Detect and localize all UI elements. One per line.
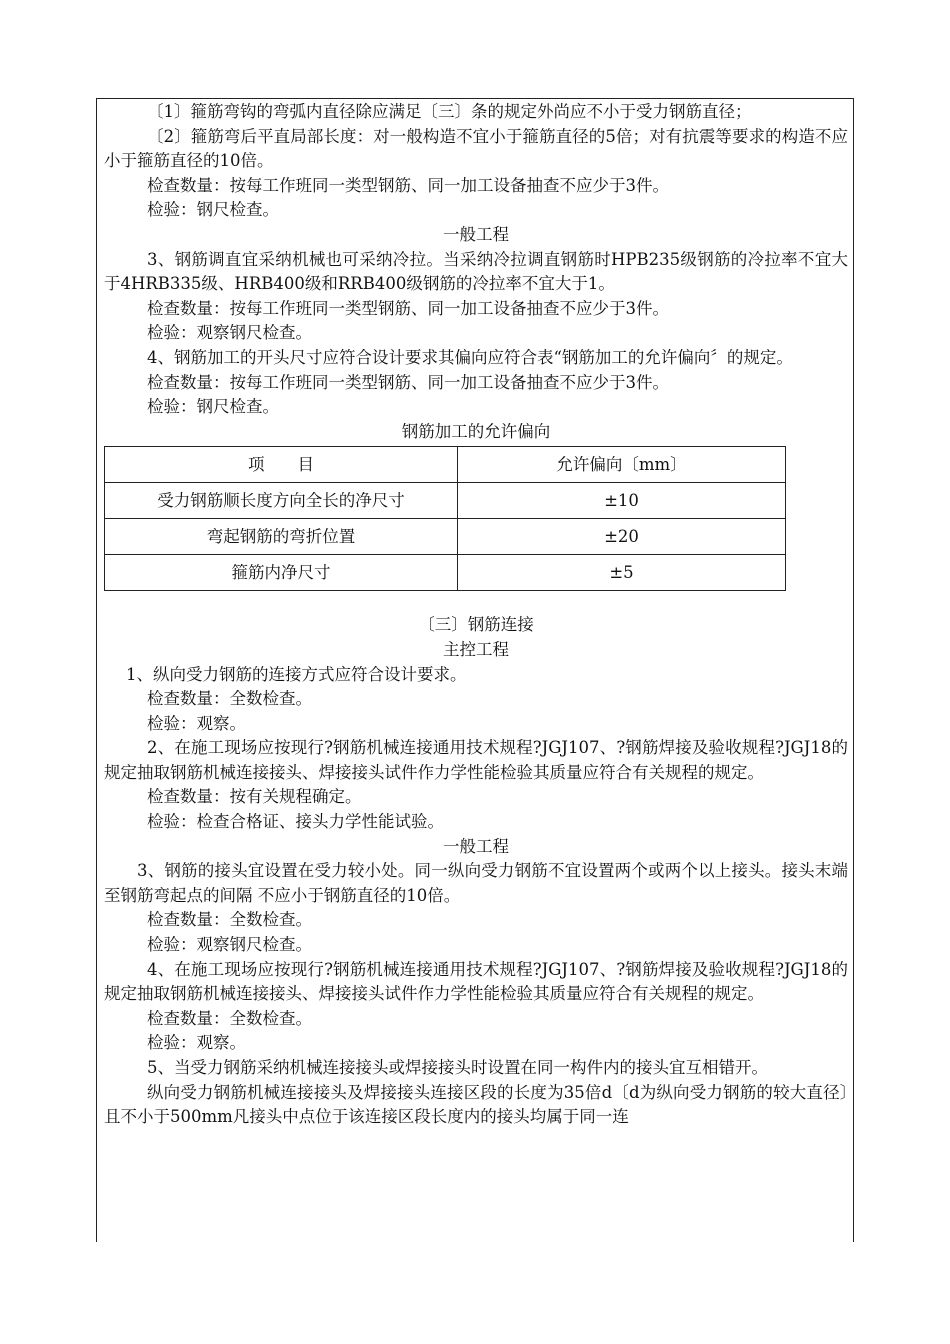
inspection-quantity: 检查数量：按有关规程确定。 — [147, 787, 362, 807]
section-title: 〔三〕钢筋连接 — [418, 615, 534, 635]
deviation-table — [104, 446, 786, 591]
row-value: ±10 — [458, 483, 786, 519]
clause-5: 5、当受力钢筋采纳机械连接接头或焊接接头时设置在同一构件内的接头宜互相错开。 — [147, 1058, 768, 1077]
inspection-method: 检验：观察钢尺检查。 — [147, 323, 312, 343]
inspection-method: 检验：钢尺检查。 — [147, 200, 279, 220]
table-row — [105, 483, 786, 519]
table-row — [105, 555, 786, 591]
header-item: 项 目 — [105, 447, 458, 483]
row-item: 箍筋内净尺寸 — [105, 555, 458, 591]
inspection-quantity: 检查数量：全数检查。 — [147, 689, 312, 709]
inspection-quantity: 检查数量：按每工作班同一类型钢筋、同一加工设备抽查不应少于3件。 — [147, 175, 669, 195]
row-value: ±5 — [458, 555, 786, 591]
inspection-quantity: 检查数量：全数检查。 — [147, 1008, 312, 1028]
inspection-quantity: 检查数量：按每工作班同一类型钢筋、同一加工设备抽查不应少于3件。 — [147, 372, 669, 392]
clause-2: 2、在施工现场应按现行?钢筋机械连接通用技术规程?JGJ107、?钢筋焊接及验收规程?JGJ18的规定抽取钢筋机械连接接头、焊接接头试件作力学性能检验其质量应符合有关规程的规定。 — [104, 738, 848, 782]
clause-3: 3、钢筋调直宜采纳机械也可采纳冷拉。当采纳冷拉调直钢筋时HPB235级钢筋的冷拉率不宜大于4HRB335级、HRB400级和RRB400级钢筋的冷拉率不宜大于1。 — [104, 249, 848, 294]
table-caption: 钢筋加工的允许偏向 — [401, 421, 551, 441]
row-item: 受力钢筋顺长度方向全长的净尺寸 — [105, 483, 458, 519]
table-row — [105, 519, 786, 555]
row-value: ±20 — [458, 519, 786, 555]
inspection-method: 检验：检查合格证、接头力学性能试验。 — [147, 812, 444, 832]
clause-3: 3、钢筋的接头宜设置在受力较小处。同一纵向受力钢筋不宜设置两个或两个以上接头。接头末端至钢筋弯起点的间隔 不应小于钢筋直径的10倍。 — [104, 861, 848, 905]
spacer — [104, 591, 848, 613]
section-heading-main: 主控工程 — [443, 639, 509, 659]
clause-4: 4、在施工现场应按现行?钢筋机械连接通用技术规程?JGJ107、?钢筋焊接及验收规程?JGJ18的规定抽取钢筋机械连接接头、焊接接头试件作力学性能检验其质量应符合有关规程的规定。 — [104, 959, 848, 1004]
inspection-method: 检验：钢尺检查。 — [147, 397, 279, 417]
table-header-row — [105, 447, 786, 483]
section-heading-general: 一般工程 — [443, 836, 509, 856]
inspection-quantity: 检查数量：按每工作班同一类型钢筋、同一加工设备抽查不应少于3件。 — [147, 298, 669, 318]
document-body — [104, 100, 848, 1130]
clause-5-detail: 纵向受力钢筋机械连接接头及焊接接头连接区段的长度为35倍d〔d为纵向受力钢筋的较大直径〕且不小于500mm凡接头中点位于该连接区段长度内的接头均属于同一连 — [104, 1082, 848, 1127]
inspection-method: 检验：观察钢尺检查。 — [147, 935, 312, 955]
inspection-quantity: 检查数量：全数检查。 — [147, 910, 312, 930]
clause-4: 4、钢筋加工的开头尺寸应符合设计要求其偏向应符合表“钢筋加工的允许偏向〞的规定。 — [147, 347, 793, 367]
row-item: 弯起钢筋的弯折位置 — [105, 519, 458, 555]
clause-1: 1、纵向受力钢筋的连接方式应符合设计要求。 — [126, 664, 467, 684]
inspection-method: 检验：观察。 — [147, 1033, 246, 1053]
header-value: 允许偏向〔mm〕 — [458, 447, 786, 483]
clause-1: 〔1〕箍筋弯钩的弯弧内直径除应满足〔三〕条的规定外尚应不小于受力钢筋直径； — [147, 102, 752, 121]
clause-2: 〔2〕箍筋弯后平直局部长度：对一般构造不宜小于箍筋直径的5倍；对有抗震等要求的构造不应小于箍筋直径的10倍。 — [104, 126, 848, 171]
inspection-method: 检验：观察。 — [147, 713, 246, 733]
section-heading-general: 一般工程 — [443, 224, 509, 244]
